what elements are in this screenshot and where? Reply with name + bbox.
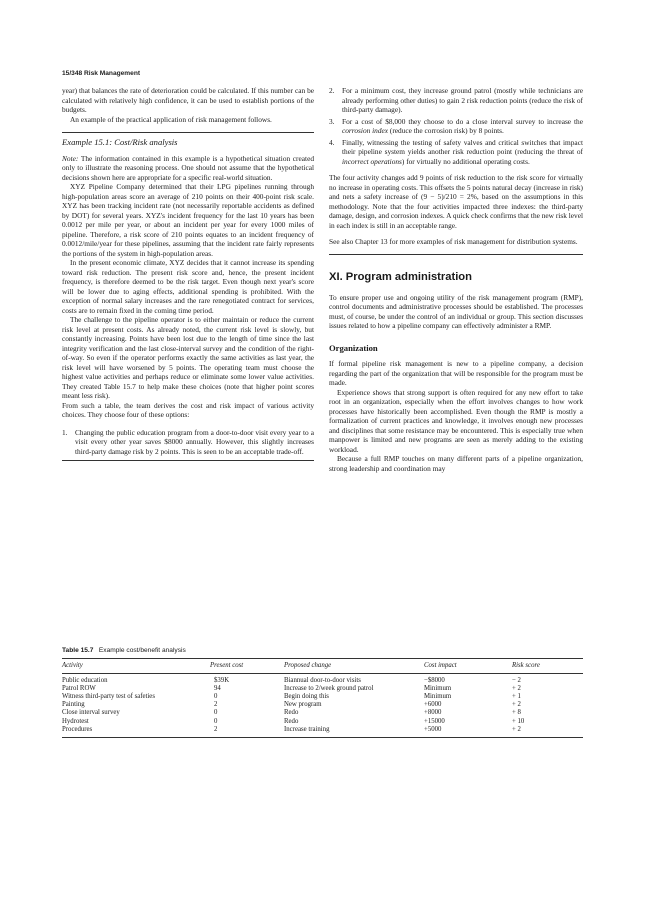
- table-bottom-rule: [62, 737, 583, 738]
- paragraph-program-admin: To ensure proper use and ongoing utility of the risk management program (RMP), control documents and administrative processes should be established. The processes must, of course, be under the control of an individual or group. This section discusses issues related to how a pipeline company can effectively administer a RMP.: [329, 292, 583, 330]
- list-item-text-b: ) for virtually no additional operating costs.: [401, 156, 530, 166]
- activity-list-right: [329, 86, 583, 166]
- list-item-text-a: For a cost of $8,000 they choose to do a close interval survey to increase the: [342, 116, 583, 126]
- table-cell: + 8: [512, 709, 521, 717]
- table-cell: Begin doing this: [284, 693, 329, 701]
- table-cell: 0: [214, 693, 218, 701]
- running-head: 15/348 Risk Management: [62, 70, 141, 77]
- table-caption-label: Table 15.7: [62, 647, 94, 654]
- paragraph-see-also: See also Chapter 13 for more examples of risk management for distribution systems.: [329, 237, 578, 246]
- table-cell: Minimum: [424, 685, 452, 693]
- list-item: [329, 138, 583, 167]
- table-cell: Witness third-party test of safeties: [62, 693, 155, 701]
- table-cell: + 10: [512, 717, 525, 725]
- table-cell: $39K: [214, 677, 230, 685]
- section-heading: XI. Program administration: [329, 270, 472, 283]
- list-item-number: 3.: [329, 116, 335, 126]
- example-box: [62, 132, 314, 461]
- table-cell: Public education: [62, 677, 108, 685]
- paragraph-deterioration: year) that balances the rate of deterioration could be calculated. If this number can be calculated with relatively high confidence, it can be used to establish portions of the budgets.: [62, 86, 314, 114]
- paragraph-economic-climate: In the present economic climate, XYZ decides that it cannot increase its spending toward risk reduction. The present risk score and, hence, the present incident frequency, is therefore deemed to be the risk target. Even though next year's score will be lower due to aging effects, additional spending is prohibited. With the exception of normal salary increases and the rare renegotiated contract for services, costs are to remain fixed in the coming time period.: [62, 258, 314, 315]
- left-column: [62, 86, 314, 461]
- list-item: [329, 86, 583, 115]
- paragraph-example-intro: An example of the practical application of risk management follows.: [70, 114, 272, 124]
- table-cell: Close interval survey: [62, 709, 120, 717]
- column-header-proposed-change: Proposed change: [284, 659, 424, 674]
- list-item-number: 4.: [329, 137, 335, 147]
- table-cell: 2: [214, 701, 218, 709]
- table-row: [62, 726, 583, 737]
- note-label: Note:: [62, 153, 79, 163]
- list-item: [329, 117, 583, 136]
- column-header-risk-score: Risk score: [512, 659, 583, 674]
- table-cell: + 2: [512, 685, 521, 693]
- list-item-text: Changing the public education program from a door-to-door visit every year to a visit every other year saves $8000 annually. However, this slightly increases third-party damage risk by 2 points. This is seen to be an acceptable trade-off.: [75, 427, 314, 456]
- activity-list-left: [62, 428, 314, 457]
- table-cell: + 2: [512, 725, 521, 733]
- table-cell: +15000: [424, 717, 445, 725]
- paragraph-xyz-pipeline: XYZ Pipeline Company determined that their LPG pipelines running through high-population areas score an average of 210 points on their 400-point risk scale. XYZ has been tracking incident rate (not necessarily reportable accidents as defined by DOT) for several years. XYZ's incident frequency for the last 10 years has been 0.0012 per mile per year, or about an incident per year for every 1000 miles of pipeline. Therefore, a risk score of 210 points equates to an incident frequency of 0.0012/mile/year for these pipelines, assuming that the incident rate fairly represents the portions of the system in high-population areas.: [62, 182, 314, 258]
- paragraph-full-rmp: Because a full RMP touches on many different parts of a pipeline organization, strong leadership and coordination may: [329, 454, 583, 473]
- table-cell: New program: [284, 701, 322, 709]
- table-cell: Redo: [284, 717, 299, 725]
- right-column: [329, 86, 583, 473]
- list-item: [62, 428, 314, 457]
- column-header-present-cost: Present cost: [210, 659, 284, 674]
- paragraph-organization: If formal pipeline risk management is new to a pipeline company, a decision regarding the part of the organization that will be responsible for the program must be made.: [329, 359, 583, 387]
- table-row: [62, 674, 583, 686]
- table-cell: Hydrotest: [62, 717, 89, 725]
- sub-heading: Organization: [329, 342, 378, 353]
- table-cell: Patrol ROW: [62, 685, 96, 693]
- table-caption: [62, 647, 583, 654]
- table-caption-text: Example cost/benefit analysis: [98, 647, 186, 654]
- table-cell: Biannual door-to-door visits: [284, 677, 361, 685]
- table-cell: +6000: [424, 701, 442, 709]
- table-cell: Increase training: [284, 725, 330, 733]
- table-row: [62, 701, 583, 709]
- table-cell: Increase to 2/week ground patrol: [284, 685, 374, 693]
- paragraph-experience: Experience shows that strong support is often required for any new effort to take root in an organization, especially when the effort involves changes to how work processes have historically been accomplished. Even though the RMP is mostly a formalization of current practices and knowledge, it involves enough new processes and disciplines that some resistance may be encountered. This is especially true when manpower is limited and new programs are seen as merely adding to the existing workload.: [329, 387, 583, 454]
- table-cell: 2: [214, 725, 218, 733]
- table-cell: 0: [214, 717, 218, 725]
- table-cell: +5000: [424, 725, 442, 733]
- table-cell: Painting: [62, 701, 85, 709]
- table-cell: 0: [214, 709, 218, 717]
- table-section: [62, 647, 583, 738]
- list-item-emphasis: incorrect operations: [342, 156, 402, 166]
- note-text: The information contained in this example is a hypothetical situation created only to illustrate the reasoning process. One should not assume that the hypothetical decisions shown here are appropriate for a specific real-world situation.: [62, 153, 314, 182]
- table-cell: Redo: [284, 709, 299, 717]
- table-row: [62, 693, 583, 701]
- table-header-row: [62, 659, 583, 674]
- list-item-emphasis: corrosion index: [342, 126, 389, 135]
- paragraph-table-derivation: From such a table, the team derives the cost and risk impact of various activity choices. They choose four of these options:: [62, 400, 314, 419]
- list-item-number: 2.: [329, 86, 335, 95]
- paragraph-challenge: The challenge to the pipeline operator is to either maintain or reduce the current risk level at present costs. As already noted, the current risk level is slowly, but constantly increasing. Points have been lost due to the length of time since the last integrity verification and the last close-interval survey and the condition of the right-of-way. So even if the operator performs exactly the same activities as last year, the risk level will have worsened by 5 points. The operating team must choose the highest value activities and perhaps reduce or eliminate some lower value activities. They created Table 15.7 to help make these choices (note that higher point scores meant less risk).: [62, 315, 314, 400]
- table-cell: 94: [214, 685, 221, 693]
- table-cell: Minimum: [424, 693, 452, 701]
- example-end-rule: [329, 254, 583, 255]
- list-item-text: For a minimum cost, they increase ground patrol (mostly while technicians are already performing other duties) to gain 2 risk reduction points (reduce the risk of third-party damage).: [342, 86, 583, 114]
- table-row: [62, 709, 583, 717]
- table-cell: +8000: [424, 709, 442, 717]
- table-cell: −$8000: [424, 677, 445, 685]
- column-header-activity: Activity: [62, 659, 210, 674]
- table-cell: Procedures: [62, 725, 93, 733]
- list-item-number: 1.: [62, 427, 68, 437]
- cost-benefit-table: [62, 658, 583, 737]
- list-item-text-b: (reduce the corrosion risk) by 8 points.: [388, 126, 504, 135]
- example-title: Example 15.1: Cost/Risk analysis: [62, 137, 178, 147]
- table-cell: + 2: [512, 701, 521, 709]
- table-cell: − 2: [512, 677, 521, 685]
- example-note: [62, 154, 314, 183]
- list-item-text-a: Finally, witnessing the testing of safety valves and critical switches that impact their pipeline system yields another risk reduction point (reducing the threat of: [342, 137, 583, 156]
- paragraph-activity-summary: The four activity changes add 9 points of risk reduction to the risk score for virtually no increase in operating costs. This offsets the 5 points natural decay (increase in risk) and nets a safety increase of (9 − 5)/210 = 2%, based on the assumptions in this methodology. Note that the four activities impacted three indexes: the third-party damage, design, and corrosion indexes. A quick check confirms that the new risk level in each index is still in an acceptable range.: [329, 173, 583, 230]
- table-row: [62, 718, 583, 726]
- column-header-cost-impact: Cost impact: [424, 659, 512, 674]
- table-row: [62, 685, 583, 693]
- table-cell: + 1: [512, 693, 521, 701]
